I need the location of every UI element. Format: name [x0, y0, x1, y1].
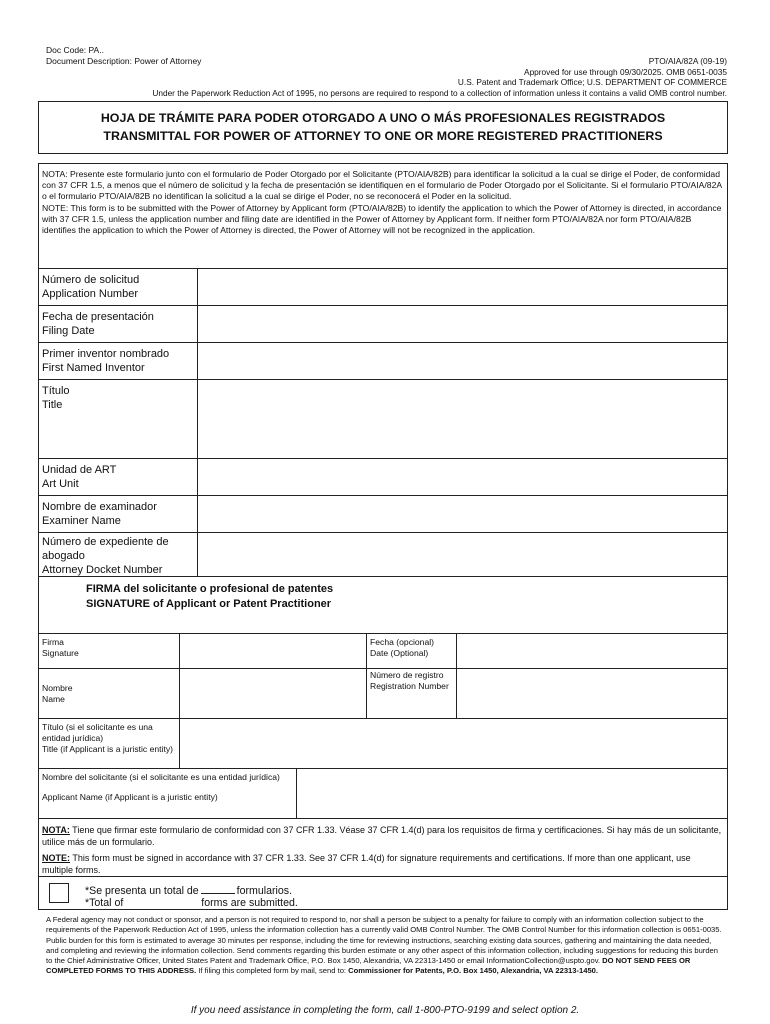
- title-row: [39, 380, 727, 459]
- first-inventor-label: [42, 347, 192, 375]
- label-es: Unidad de ART: [42, 464, 117, 476]
- form-header: [152, 56, 727, 98]
- first-inventor-row: [39, 343, 727, 380]
- label-en: Name: [42, 694, 65, 704]
- examiner-row: [39, 496, 727, 533]
- paperwork-line: Under the Paperwork Reduction Act of 1995, no persons are required to respond to a collection of information unless it contains a valid OMB control number.: [152, 87, 727, 98]
- label-en: Examiner Name: [42, 515, 121, 527]
- count-line-en: [85, 897, 298, 910]
- label-en: Title: [42, 399, 63, 411]
- label-es: Título (si el solicitante es una entidad jurídica): [42, 722, 153, 743]
- filing-date-label: [42, 310, 192, 338]
- burden-mid: If filing this completed form by mail, send to:: [196, 966, 349, 976]
- title-field[interactable]: [197, 380, 727, 458]
- label-en: First Named Inventor: [42, 362, 145, 374]
- label-es: Fecha (opcional): [370, 637, 435, 647]
- label-en: Title (if Applicant is a juristic entity): [42, 744, 174, 754]
- application-number-row: [39, 269, 727, 306]
- nota-es: [42, 825, 724, 848]
- label-en: Date (Optional): [370, 648, 429, 658]
- count-es-post: formularios.: [236, 885, 293, 897]
- registration-field[interactable]: [457, 669, 727, 719]
- applicant-name-label: [39, 769, 297, 819]
- docket-field[interactable]: [197, 533, 727, 576]
- juristic-title-field[interactable]: [180, 719, 727, 769]
- label-es: Número de expediente de abogado: [42, 536, 169, 562]
- doc-code: Doc Code: PA..: [46, 45, 104, 55]
- nota-text: Tiene que firmar este formulario de conformidad con 37 CFR 1.33. Véase 37 CFR 1.4(d) para los requisitos de firma y certificaciones. Si hay más de un solicitante, utilice más de un formulario.: [42, 825, 722, 847]
- nota-label: NOTA:: [42, 825, 70, 835]
- date-field[interactable]: [457, 634, 727, 669]
- label-en: Application Number: [42, 288, 138, 300]
- form-title: [38, 101, 728, 154]
- burden-text: A Federal agency may not conduct or sponsor, and a person is not required to respond to, nor shall a person be subject to a penalty for failure to comply with an information collection subject to the requirements of the Paperwork Reduction Act of 1995, unless the information collection has a currently valid OMB Control Number. The OMB Control Number for this information collection is 0651-0035. Public burden for this form is estimated to average 30 minutes per response, including the time for reviewing instructions, searching existing data sources, gathering and maintaining the data needed, and completing and reviewing the information collection. Send comments regarding this burden estimate or any other aspect of this information collection, including suggestions for reducing this burden to the Chief Administrative Officer, United States Patent and Trademark Office, P.O. Box 1450, Alexandria, VA 22313-1450 or email InformationCollection@uspto.gov.: [46, 915, 722, 966]
- label-en: Attorney Docket Number: [42, 564, 163, 576]
- count-en-pre: *Total of: [85, 897, 124, 909]
- title-spanish: HOJA DE TRÁMITE PARA PODER OTORGADO A UNO O MÁS PROFESIONALES REGISTRADOS: [100, 111, 666, 125]
- form-count-section: [39, 876, 727, 910]
- signature-heading: [86, 582, 346, 612]
- art-unit-label: [42, 463, 192, 491]
- signature-notes: [39, 825, 727, 876]
- label-es: Nombre de examinador: [42, 501, 157, 513]
- form-number: PTO/AIA/82A (09-19): [648, 56, 727, 66]
- title-english: TRANSMITTAL FOR POWER OF ATTORNEY TO ONE OR MORE REGISTERED PRACTITIONERS: [103, 129, 663, 143]
- title-label: [42, 384, 192, 412]
- note-en: [42, 853, 724, 876]
- count-checkbox[interactable]: [49, 883, 69, 903]
- name-label: [39, 669, 180, 719]
- signature-header: [39, 577, 727, 634]
- label-es: Firma: [42, 637, 64, 647]
- signature-label: [39, 634, 180, 669]
- count-es-pre: *Se presenta un total de: [85, 885, 199, 897]
- date-label: [367, 634, 457, 669]
- approval-line: Approved for use through 09/30/2025. OMB 0651-0035: [524, 66, 727, 77]
- applicant-name-field[interactable]: [297, 769, 727, 819]
- registration-label: [367, 669, 457, 719]
- name-field[interactable]: [180, 669, 367, 719]
- art-unit-field[interactable]: [197, 459, 727, 495]
- burden-warning: DO NOT SEND FEES OR COMPLETED FORMS TO THIS ADDRESS.: [46, 956, 691, 976]
- examiner-label: [42, 500, 192, 528]
- label-es: Número de solicitud: [42, 274, 140, 286]
- docket-row: [39, 533, 727, 577]
- examiner-field[interactable]: [197, 496, 727, 532]
- art-unit-row: [39, 459, 727, 496]
- count-en-post: forms are submitted.: [201, 897, 298, 909]
- label-es: Título: [42, 385, 70, 397]
- signature-field[interactable]: [180, 634, 367, 669]
- note-block: [39, 164, 727, 269]
- label-es: Nombre: [42, 683, 73, 693]
- label-en: Art Unit: [42, 478, 79, 490]
- doc-description: Document Description: Power of Attorney: [46, 56, 202, 66]
- burden-address: Commissioner for Patents, P.O. Box 1450, Alexandria, VA 22313-1450.: [348, 966, 599, 976]
- agency-line: U.S. Patent and Trademark Office; U.S. DEPARTMENT OF COMMERCE: [457, 77, 727, 88]
- count-line-es: [85, 884, 292, 898]
- count-blank[interactable]: [201, 884, 235, 894]
- burden-statement: [46, 915, 726, 977]
- label-en: Filing Date: [42, 325, 95, 337]
- label-en: Registration Number: [370, 681, 449, 691]
- signature-heading-es: FIRMA del solicitante o profesional de patentes: [86, 583, 334, 595]
- label-en: Applicant Name (if Applicant is a juristic entity): [42, 792, 218, 802]
- note-english: NOTE: This form is to be submitted with the Power of Attorney by Applicant form (PTO/AIA/82B) to identify the application to which the Power of Attorney is directed, in accordance with 37 CFR 1.5, unless the application number and filing date are identified in the Power of Attorney by Applicant form. If neither form PTO/AIA/82A nor form PTO/AIA/82B identifies the application to which the Power of Attorney is directed, the Power of Attorney will not be recognized in the application.: [42, 203, 722, 235]
- first-inventor-field[interactable]: [197, 343, 727, 379]
- label-es: Primer inventor nombrado: [42, 348, 170, 360]
- form-body: [38, 163, 728, 910]
- label-en: Signature: [42, 648, 79, 658]
- signature-heading-en: SIGNATURE of Applicant or Patent Practitioner: [86, 598, 332, 610]
- docket-label: [42, 535, 192, 577]
- note-text: This form must be signed in accordance with 37 CFR 1.33. See 37 CFR 1.4(d) for signature requirements and certifications. If more than one applicant, use multiple forms.: [42, 853, 691, 875]
- application-number-label: [42, 273, 192, 301]
- label-es: Número de registro: [370, 670, 444, 680]
- note-spanish: NOTA: Presente este formulario junto con el formulario de Poder Otorgado por el Solicitante (PTO/AIA/82B) para identificar la solicitud a la cual se dirige el Poder, de conformidad con 37 CFR 1.5, a menos que el número de solicitud y la fecha de presentación se identifiquen en el formulario de Poder Otorgado por el Solicitante. Si el formulario PTO/AIA/82A o el formulario PTO/AIA/82B no identifican la solicitud a la cual se dirige el Poder, no se reconocerá el Poder en la solicitud.: [42, 169, 722, 201]
- label-es: Nombre del solicitante (si el solicitante es una entidad jurídica): [42, 772, 280, 782]
- application-number-field[interactable]: [197, 269, 727, 305]
- filing-date-row: [39, 306, 727, 343]
- filing-date-field[interactable]: [197, 306, 727, 342]
- juristic-title-label: [39, 719, 180, 769]
- note-label: NOTE:: [42, 853, 70, 864]
- label-es: Fecha de presentación: [42, 311, 154, 323]
- assistance-line: If you need assistance in completing the form, call 1-800-PTO-9199 and select option 2.: [190, 1005, 580, 1016]
